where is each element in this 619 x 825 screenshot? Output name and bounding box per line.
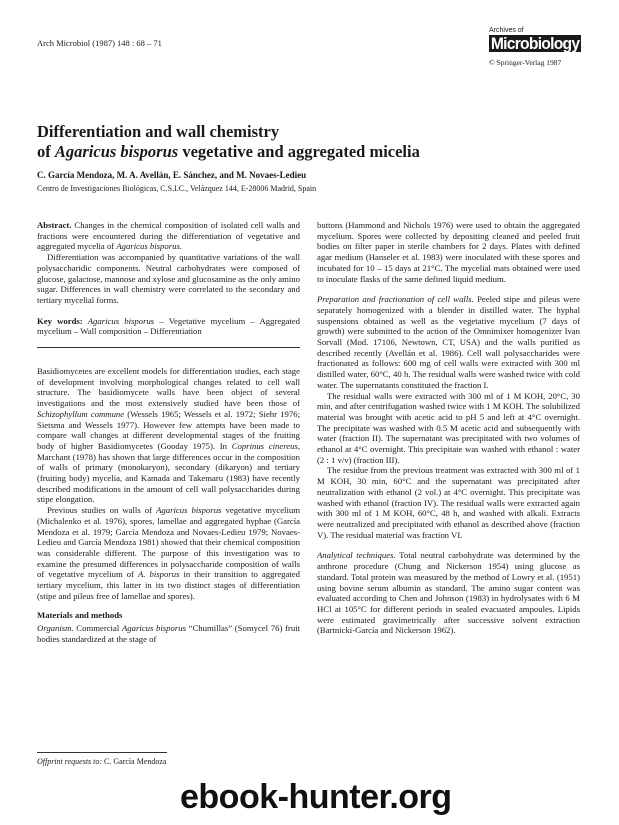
- keywords-label: Key words:: [37, 315, 83, 326]
- title-post: vegetative and aggregated micelia: [178, 142, 420, 161]
- preparation-label: Preparation and fractionation of cell walls.: [317, 294, 474, 305]
- article-title: [37, 122, 597, 162]
- analytical-paragraph: [317, 550, 580, 636]
- organism-text-a: Commercial: [73, 623, 122, 634]
- preparation-paragraph: [317, 294, 580, 390]
- title-pre: of: [37, 142, 55, 161]
- journal-citation: Arch Microbiol (1987) 148 : 68 – 71: [37, 38, 162, 48]
- keywords-text: – Vegetative mycelium – Aggregated mycelium – Wall composition – Differentiation: [37, 315, 300, 337]
- intro-p1-species-2: Coprinus cinereus: [231, 440, 298, 451]
- intro-p2-c: in their transition to aggregated tertiary mycelium, this latter in its two distinct stages of differentiation (stipe and pileus free of lamellae and spores).: [37, 569, 300, 601]
- intro-p1-c: , Marchant (1978) has shown that large differences occur in the composition of walls of primary (monokaryon), secondary (dikaryon) and tertiary (fruiting body) mycelia, and Kamada and Takemaru (1983) have recently described modifications in the amount of cell wall polysaccharides during stipe elongation.: [37, 440, 301, 505]
- authors: C. García Mendoza, M. A. Avellán, E. Sánchez, and M. Novaes-Ledieu: [37, 170, 307, 180]
- offprint-footnote: [37, 757, 166, 766]
- journal-archives-label: Archives of: [489, 27, 524, 34]
- abstract-label: Abstract.: [37, 220, 72, 230]
- affiliation: Centro de Investigaciones Biológicas, C.S.I.C., Velázquez 144, E-28006 Madrid, Spain: [37, 184, 317, 193]
- footnote-text: C. García Mendoza: [102, 757, 167, 766]
- organism-text-b: “Chumillas” (Somycel 76) fruit bodies standardized at the stage of: [37, 623, 300, 644]
- intro-p2-a: Previous studies on walls of: [47, 505, 157, 516]
- intro-paragraph-1: [37, 366, 300, 505]
- journal-brand: [489, 27, 589, 67]
- preparation-text: Peeled stipe and pileus were separately homogenized with a blender in distilled water. The hyphal suspensions obtained as well as the vegetative mycelium (7 days of growth) were submitted to the action of the Omnimixer homogenizer Ivan Sorvall (Mod. 17106, Newtown, CT, USA) and the walls purified as described recently (Avellán et al. 1986). Cell wall polysaccharides were fractionated as follows: 600 mg of cell walls were extracted with 300 ml distilled water, 60°C, 40 h. The residual walls were washed twice with cold water. The supernatants constituted the fraction I.: [317, 294, 580, 390]
- intro-p1-species-1: Schizophyllum commune: [37, 408, 125, 419]
- copyright-notice: © Springer-Verlag 1987: [489, 58, 562, 67]
- journal-logo: Microbiology: [490, 34, 580, 53]
- intro-p1-a: Basidiomycetes are excellent models for differentiation studies, each stage of development involving morphological changes related to cell wall structure. The basidiomycete walls have been object of several investigations and the most extensively studied have been those of: [37, 366, 300, 409]
- analytical-label: Analytical techniques.: [317, 550, 396, 561]
- title-species: Agaricus bisporus: [54, 142, 179, 161]
- organism-species: Agaricus bisporus: [121, 623, 186, 634]
- title-line-2: [37, 142, 597, 162]
- intro-p2-species-1: Agaricus bisporus: [156, 505, 222, 516]
- methods-heading: Materials and methods: [37, 609, 123, 620]
- intro-p2-b: vegetative mycelium (Michalenko et al. 1976), spores, lamellae and aggregated hyphae (García Mendoza et al. 1979; García Mendoza and Novaes-Ledieu 1979; Novaes-Ledieu and García Mendoza 1981) showed that their chemical composition was considerable different. The purpose of this investigation was to examine the presumed differences in polysaccharide composition of walls of vegetative mycelium of: [37, 505, 300, 580]
- keywords: [37, 316, 300, 337]
- abstract-text-1: Changes in the chemical composition of isolated cell walls and fractions were encountered during the differentiation of vegetative and aggregated mycelia of: [37, 220, 300, 252]
- fractionation-paragraph-3: The residue from the previous treatment was extracted with 300 ml of 1 M KOH, 30 min, 60°C and the supernatant was precipitated after neutralization with ethanol (2 vol.) at 4°C overnight. This precipitate was washed with ethanol (fraction IV). The residual walls were extracted again with 300 ml of 1 M KOH, 60°C, 48 h, and washed with alkali. Extracts were neutralized and precipitated with ethanol as described above (fraction V). The residual material was fraction VI.: [317, 465, 580, 540]
- fractionation-paragraph-2: The residual walls were extracted with 300 ml of 1 M KOH, 20°C, 30 min, and after centrifugation washed twice with 1 M KOH. The solubilized material was brought with acetic acid to pH 5 and left at 4°C overnight. The precipitate was washed with 0.5 M acetic acid and subsequently with water (fraction II). The supernatant was precipitated with two volumes of ethanol at 4°C overnight. This precipitate was washed with ethanol : water (2 : 1 v/v) (fraction III).: [317, 390, 580, 465]
- organism-label: Organism.: [37, 623, 74, 634]
- title-line-1: Differentiation and wall chemistry: [37, 122, 280, 141]
- intro-p2-species-2: A. bisporus: [138, 569, 180, 580]
- watermark-text: ebook-hunter.org: [180, 778, 452, 816]
- keywords-species: Agaricus bisporus: [82, 315, 155, 326]
- abstract-paragraph-2: Differentiation was accompanied by quantitative variations of the wall polysaccharidic components. Neutral carbohydrates were composed of glucose, galactose, mannose and xylose and glucosamine as the only amino sugar. Differences in wall chemistry were correlated to the secondary and tertiary mycelial forms.: [37, 252, 300, 305]
- left-column: [37, 220, 300, 645]
- intro-p1-b: (Wessels 1965; Wessels et al. 1972; Siehr 1976; Sietsma and Wessels 1977). However few attempts have been made to compare wall changes at different developmental stages of the fruiting body of higher Basidiomycetes (Gooday 1975). In: [37, 408, 300, 451]
- footnote-label: Offprint requests to:: [37, 757, 103, 766]
- organism-continuation: buttons (Hammond and Nichols 1976) were used to obtain the aggregated mycelium. Spores were collected by depositing cleaned and peeled fruit bodies on filter paper in sterile chambers for 2 days. Plates with defined agar medium (Hanseler et al. 1983) were inoculated with these spores and incubated for 10 – 15 days at 21°C. The mycelial mats obtained were used to inoculate flasks of the same defined liquid medium.: [317, 220, 580, 284]
- abstract-paragraph-1: [37, 220, 300, 252]
- analytical-text: Total neutral carbohydrate was determined by the anthrone procedure (Chung and Nickerson 1954) using glucose as standard. Total protein was measured by the method of Lowry et al. (1951) using bovine serum albumin as standard. The amino sugar content was evaluated according to Chen and Johnson (1983) in hydrolysates with 6 M HCl at 105°C for different periods in sealed evacuated ampoules. Lipids were estimated gravimetrically after successive solvent extraction (Bartnicki-García and Nickerson 1962).: [317, 550, 581, 636]
- abstract-species: Agaricus bisporus.: [116, 241, 183, 252]
- footnote-divider: [37, 752, 167, 753]
- abstract-divider: [37, 347, 300, 348]
- right-column: [317, 220, 580, 636]
- intro-paragraph-2: [37, 505, 300, 601]
- organism-paragraph: [37, 623, 300, 644]
